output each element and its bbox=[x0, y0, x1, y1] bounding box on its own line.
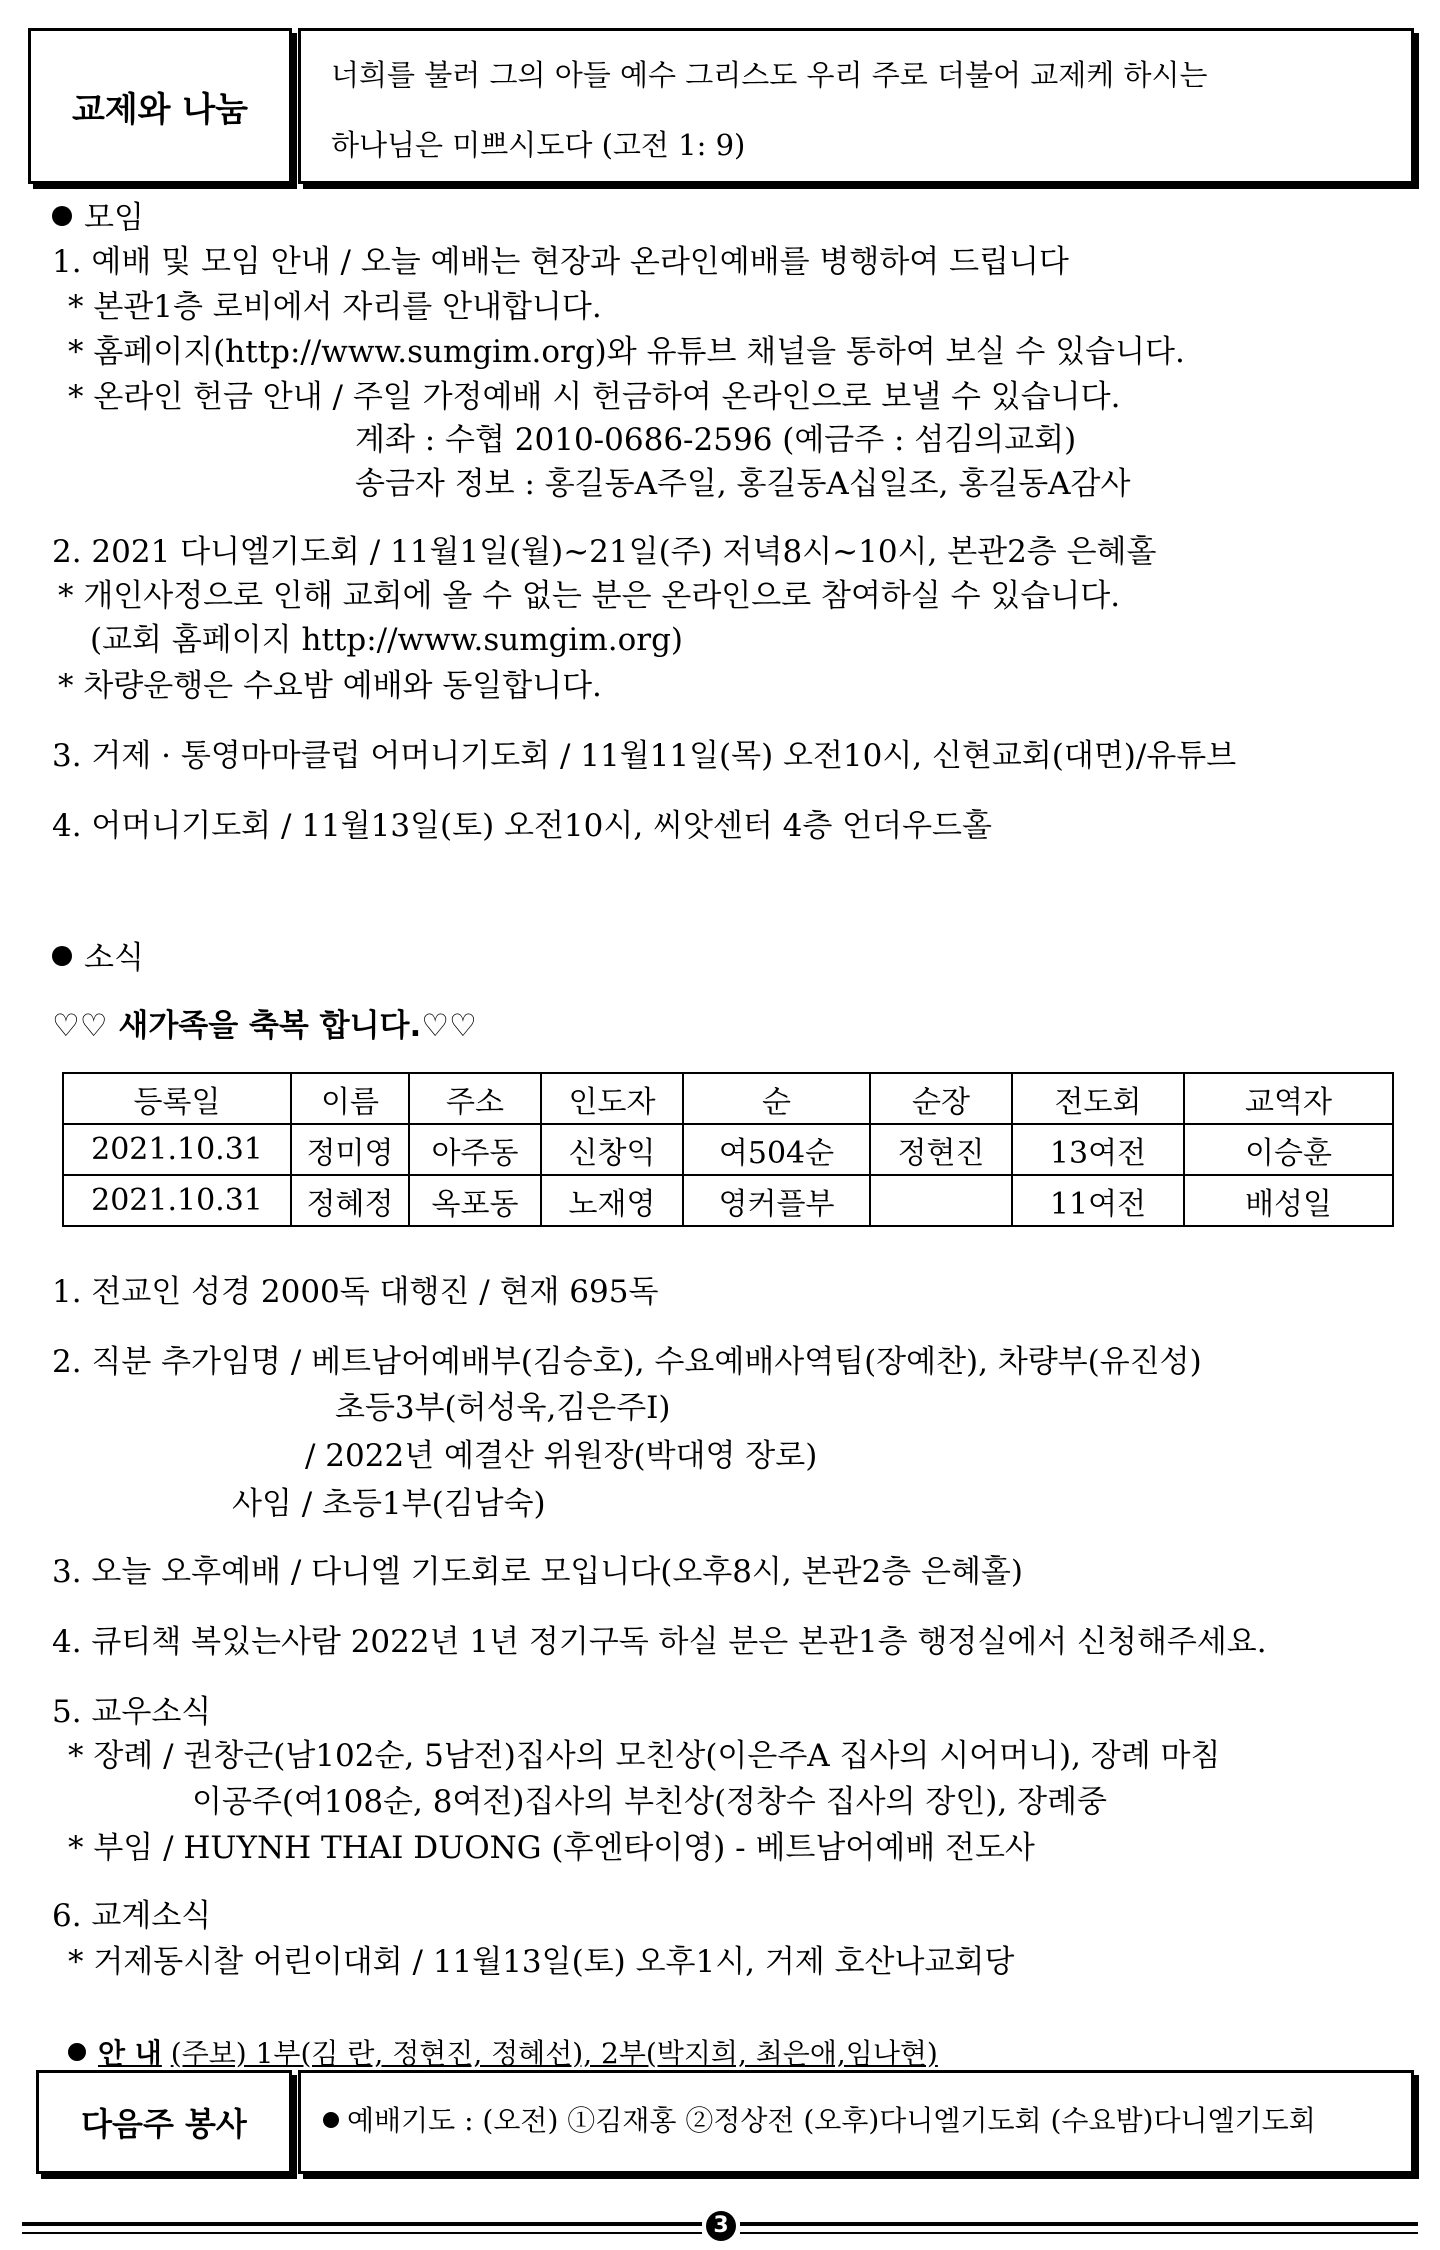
meeting-line: 1. 예배 및 모임 안내 / 오늘 예배는 현장과 온라인예배를 병행하여 드립니다 bbox=[52, 244, 1069, 280]
page-number: 3 bbox=[706, 2211, 736, 2241]
meeting-line: 2. 2021 다니엘기도회 / 11월1일(월)~21일(주) 저녁8시~10시, 본관2층 은혜홀 bbox=[52, 534, 1157, 570]
meeting-line: 계좌 : 수협 2010-0686-2596 (예금주 : 섬김의교회) bbox=[355, 422, 1077, 458]
table-cell: 영커플부 bbox=[683, 1175, 870, 1226]
news-line: / 2022년 예결산 위원장(박대영 장로) bbox=[305, 1438, 818, 1474]
table-row bbox=[63, 1175, 1393, 1226]
bottom-rule-left bbox=[22, 2222, 702, 2226]
section-title: 교제와 나눔 bbox=[71, 89, 249, 130]
table-cell: 11여전 bbox=[1012, 1175, 1184, 1226]
next-week-line: 예배기도 : (오전) ①김재홍 ②정상전 (오후)다니엘기도회 (수요밤)다니엘기도회 bbox=[323, 2099, 1316, 2143]
new-family-title: ♡♡ 새가족을 축복 합니다.♡♡ bbox=[52, 1008, 477, 1044]
table-cell: 배성일 bbox=[1184, 1175, 1393, 1226]
table-cell: 옥포동 bbox=[409, 1175, 541, 1226]
meeting-line: * 차량운행은 수요밤 예배와 동일합니다. bbox=[58, 668, 602, 704]
table-cell: 2021.10.31 bbox=[63, 1124, 291, 1175]
meeting-heading: 모임 bbox=[52, 196, 144, 240]
news-line: * 장례 / 권창근(남102순, 5남전)집사의 모친상(이은주A 집사의 시어머니), 장례 마침 bbox=[68, 1738, 1221, 1774]
news-line: 초등3부(허성욱,김은주I) bbox=[335, 1390, 671, 1426]
table-cell: 노재영 bbox=[541, 1175, 683, 1226]
table-cell: 2021.10.31 bbox=[63, 1175, 291, 1226]
table-header: 주소 bbox=[409, 1073, 541, 1124]
section-title-box bbox=[28, 28, 292, 184]
news-line: 이공주(여108순, 8여전)집사의 부친상(정창수 집사의 장인), 장례중 bbox=[192, 1784, 1107, 1820]
verse-line: 하나님은 미쁘시도다 (고전 1: 9) bbox=[331, 128, 746, 162]
notice-text: (주보) 1부(김 란, 정현진, 정혜선), 2부(박지희, 최은애,임나현) bbox=[170, 2037, 938, 2070]
table-header: 인도자 bbox=[541, 1073, 683, 1124]
table-header: 교역자 bbox=[1184, 1073, 1393, 1124]
table-cell bbox=[870, 1175, 1012, 1226]
table-header: 순장 bbox=[870, 1073, 1012, 1124]
bullet-icon bbox=[52, 206, 72, 226]
new-family-table bbox=[62, 1072, 1394, 1227]
bottom-rule-left bbox=[22, 2232, 702, 2234]
meeting-line: 4. 어머니기도회 / 11월13일(토) 오전10시, 씨앗센터 4층 언더우드홀 bbox=[52, 808, 992, 844]
news-line: 5. 교우소식 bbox=[52, 1694, 212, 1730]
meeting-line: * 본관1층 로비에서 자리를 안내합니다. bbox=[68, 289, 602, 325]
table-cell: 여504순 bbox=[683, 1124, 870, 1175]
table-row bbox=[63, 1124, 1393, 1175]
table-header: 이름 bbox=[291, 1073, 409, 1124]
news-line: 사임 / 초등1부(김남숙) bbox=[232, 1486, 546, 1522]
meeting-line: 3. 거제 · 통영마마클럽 어머니기도회 / 11월11일(목) 오전10시, 신현교회(대면)/유튜브 bbox=[52, 738, 1237, 774]
next-week-title: 다음주 봉사 bbox=[81, 2105, 247, 2143]
notice-label: 안 내 bbox=[98, 2037, 162, 2070]
meeting-line: * 개인사정으로 인해 교회에 올 수 없는 분은 온라인으로 참여하실 수 있습니다. bbox=[58, 578, 1121, 614]
table-header-row bbox=[63, 1073, 1393, 1124]
table-header: 순 bbox=[683, 1073, 870, 1124]
bullet-icon bbox=[323, 2112, 339, 2128]
table-cell: 정미영 bbox=[291, 1124, 409, 1175]
table-cell: 13여전 bbox=[1012, 1124, 1184, 1175]
bottom-rule-right bbox=[740, 2222, 1418, 2226]
next-week-title-box bbox=[36, 2070, 292, 2174]
news-line: 2. 직분 추가임명 / 베트남어예배부(김승호), 수요예배사역팀(장예찬), 차량부(유진성) bbox=[52, 1344, 1202, 1380]
table-cell: 아주동 bbox=[409, 1124, 541, 1175]
news-line: 6. 교계소식 bbox=[52, 1898, 212, 1934]
table-cell: 정혜정 bbox=[291, 1175, 409, 1226]
news-line: * 거제동시찰 어린이대회 / 11월13일(토) 오후1시, 거제 호산나교회당 bbox=[68, 1944, 1015, 1980]
table-header: 전도회 bbox=[1012, 1073, 1184, 1124]
next-week-box bbox=[298, 2070, 1414, 2174]
verse-box bbox=[298, 28, 1414, 184]
table-cell: 이승훈 bbox=[1184, 1124, 1393, 1175]
meeting-line: (교회 홈페이지 http://www.sumgim.org) bbox=[90, 622, 684, 658]
verse-line: 너희를 불러 그의 아들 예수 그리스도 우리 주로 더불어 교제케 하시는 bbox=[331, 58, 1208, 92]
meeting-line: * 홈페이지(http://www.sumgim.org)와 유튜브 채널을 통하여 보실 수 있습니다. bbox=[68, 334, 1185, 370]
table-header: 등록일 bbox=[63, 1073, 291, 1124]
news-line: 3. 오늘 오후예배 / 다니엘 기도회로 모입니다(오후8시, 본관2층 은혜홀) bbox=[52, 1554, 1023, 1590]
bottom-rule-right bbox=[740, 2232, 1418, 2234]
table-cell: 신창익 bbox=[541, 1124, 683, 1175]
news-heading: 소식 bbox=[52, 936, 144, 980]
news-line: 1. 전교인 성경 2000독 대행진 / 현재 695독 bbox=[52, 1274, 659, 1310]
meeting-line: 송금자 정보 : 홍길동A주일, 홍길동A십일조, 홍길동A감사 bbox=[355, 466, 1131, 502]
news-line: * 부임 / HUYNH THAI DUONG (후엔타이영) - 베트남어예배 전도사 bbox=[68, 1830, 1035, 1866]
bullet-icon bbox=[52, 946, 72, 966]
news-line: 4. 큐티책 복있는사람 2022년 1년 정기구독 하실 분은 본관1층 행정실에서 신청해주세요. bbox=[52, 1624, 1267, 1660]
table-cell: 정현진 bbox=[870, 1124, 1012, 1175]
bullet-icon bbox=[68, 2043, 86, 2061]
meeting-line: * 온라인 헌금 안내 / 주일 가정예배 시 헌금하여 온라인으로 보낼 수 있습니다. bbox=[68, 379, 1121, 415]
